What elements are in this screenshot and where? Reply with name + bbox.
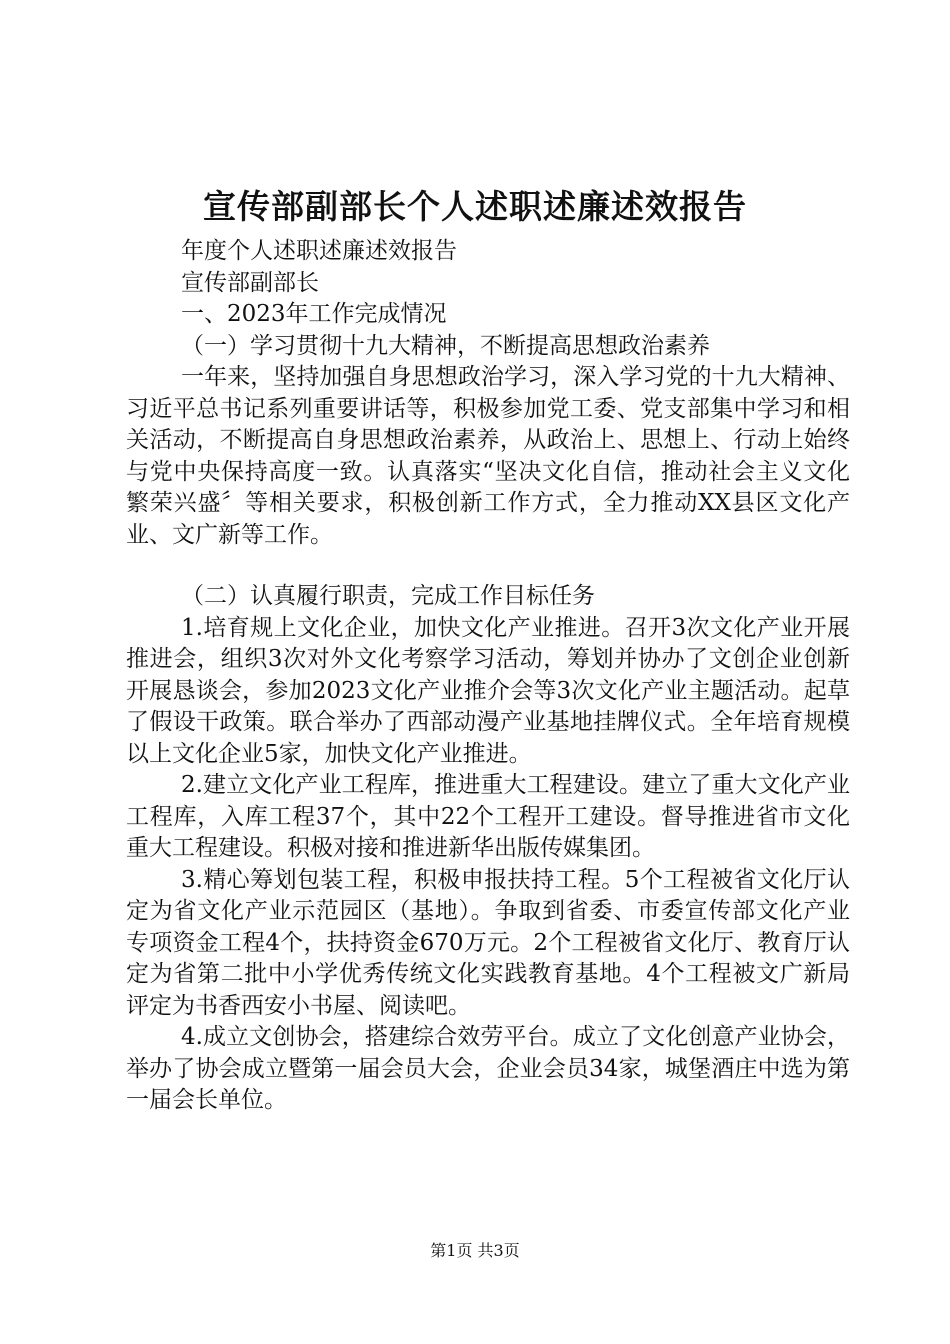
document-title: 宣传部副部长个人述职述廉述效报告 xyxy=(203,187,747,226)
document-body xyxy=(126,236,850,1117)
paragraph-gap xyxy=(126,551,850,581)
paragraph-study-summary: 一年来，坚持加强自身思想政治学习，深入学习党的十九大精神、习近平总书记系列重要讲话等，积极参加党工委、党支部集中学习和相关活动，不断提高自身思想政治素养，从政治上、思想上、行动上始终与党中央保持高度一致。认真落实“坚决文化自信，推动社会主义文化繁荣兴盛〞等相关要求，积极创新工作方式，全力推动XX县区文化产业、文广新等工作。 xyxy=(126,364,850,548)
paragraph-position: 宣传部副部长 xyxy=(181,269,319,296)
heading-section-1: 一、2023年工作完成情况 xyxy=(181,301,447,327)
heading-subsection-1: （一）学习贯彻十九大精神，不断提高思想政治素养 xyxy=(181,332,710,359)
paragraph-item-3: 3.精心筹划包装工程，积极申报扶持工程。5个工程被省文化厅认定为省文化产业示范园区（基地）。争取到省委、市委宣传部文化产业专项资金工程4个，扶持资金670万元。2个工程被省文化厅、教育厅认定为省第二批中小学优秀传统文化实践教育基地。4个工程被文广新局评定为书香西安小书屋、阅读吧。 xyxy=(126,866,850,1019)
paragraph-item-4: 4.成立文创协会，搭建综合效劳平台。成立了文化创意产业协会，举办了协会成立暨第一届会员大会，企业会员34家，城堡酒庄中选为第一届会长单位。 xyxy=(126,1024,850,1113)
heading-subsection-2: （二）认真履行职责，完成工作目标任务 xyxy=(181,583,595,609)
paragraph-item-1: 1.培育规上文化企业，加快文化产业推进。召开3次文化产业开展推进会，组织3次对外文化考察学习活动，筹划并协办了文创企业创新开展恳谈会，参加2023文化产业推介会等3次文化产业主题活动。起草了假设干政策。联合举办了西部动漫产业基地挂牌仪式。全年培育规模以上文化企业5家，加快文化产业推进。 xyxy=(126,614,850,767)
page-footer: 第1页 共3页 xyxy=(430,1241,520,1260)
paragraph-report-name: 年度个人述职述廉述效报告 xyxy=(181,238,457,264)
paragraph-item-2: 2.建立文化产业工程库，推进重大工程建设。建立了重大文化产业工程库，入库工程37个，其中22个工程开工建设。督导推进省市文化重大工程建设。积极对接和推进新华出版传媒集团。 xyxy=(126,772,850,861)
